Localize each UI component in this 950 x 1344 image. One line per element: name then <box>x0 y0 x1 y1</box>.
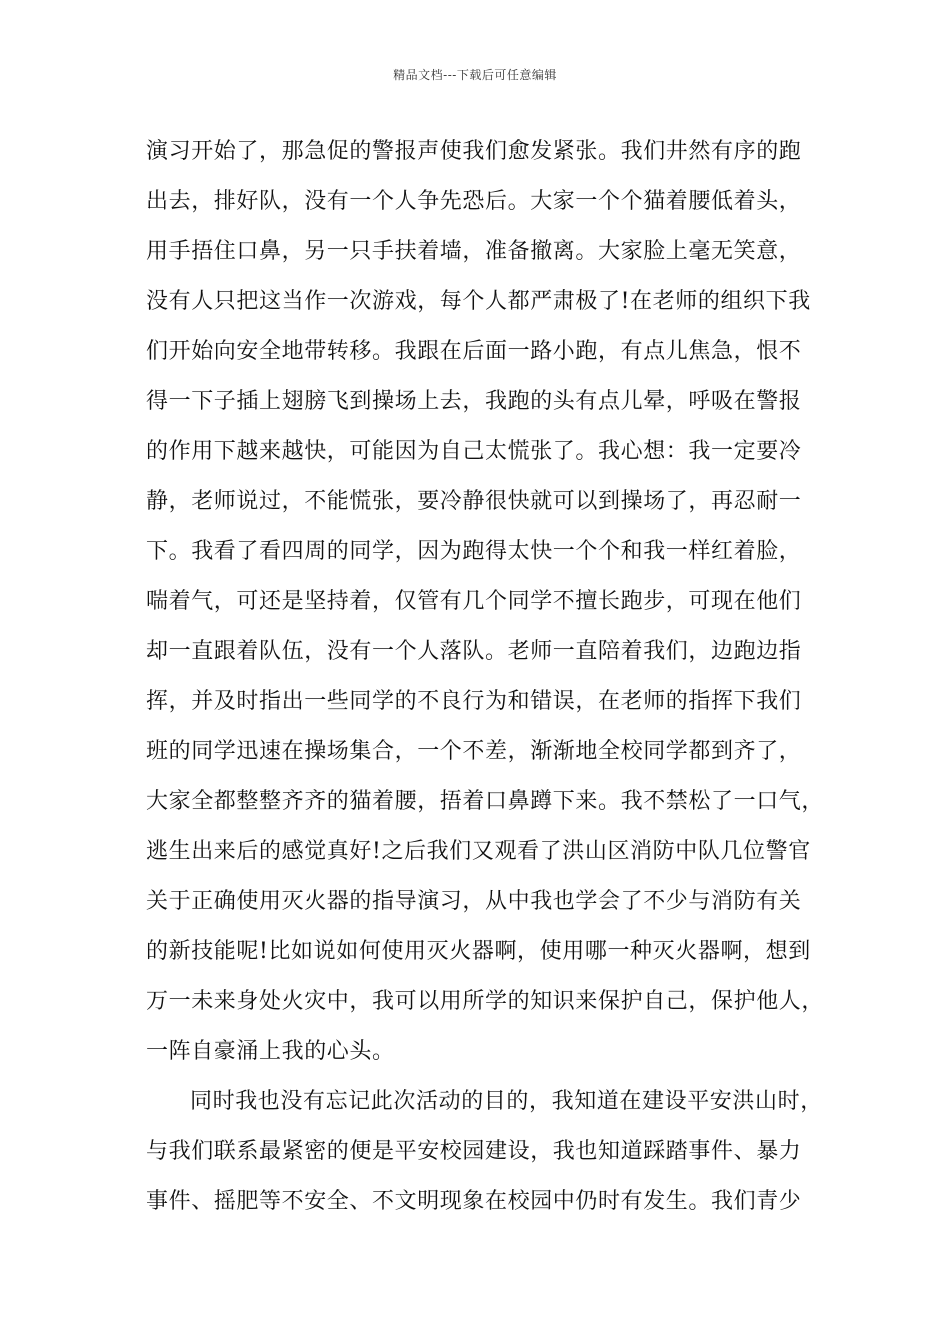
paragraph-start-line: 同时我也没有忘记此次活动的目的，我知道在建设平安洪山时， <box>190 1089 823 1114</box>
text-line: 的作用下越来越快，可能因为自己太慌张了。我心想：我一定要冷 <box>146 439 802 464</box>
text-line: 挥，并及时指出一些同学的不良行为和错误，在老师的指挥下我们 <box>146 689 802 714</box>
text-line: 大家全都整整齐齐的猫着腰，捂着口鼻蹲下来。我不禁松了一口气， <box>146 789 825 814</box>
text-line: 的新技能呢!比如说如何使用灭火器啊，使用哪一种灭火器啊，想到 <box>146 939 811 964</box>
text-line: 得一下子插上翅膀飞到操场上去，我跑的头有点儿晕，呼吸在警报 <box>146 389 802 414</box>
text-line: 一阵自豪涌上我的心头。 <box>146 1039 395 1064</box>
text-line: 逃生出来后的感觉真好!之后我们又观看了洪山区消防中队几位警官 <box>146 839 811 864</box>
page-header: 精品文档---下载后可任意编辑 <box>393 68 557 82</box>
text-line: 关于正确使用灭火器的指导演习，从中我也学会了不少与消防有关 <box>146 889 802 914</box>
text-line: 班的同学迅速在操场集合，一个不差，渐渐地全校同学都到齐了， <box>146 739 802 764</box>
text-line: 静，老师说过，不能慌张，要冷静很快就可以到操场了，再忍耐一 <box>146 489 802 514</box>
text-line: 没有人只把这当作一次游戏，每个人都严肃极了!在老师的组织下我 <box>146 289 811 314</box>
text-line: 用手捂住口鼻，另一只手扶着墙，准备撤离。大家脸上毫无笑意， <box>146 239 802 264</box>
text-line: 出去，排好队，没有一个人争先恐后。大家一个个猫着腰低着头， <box>146 189 802 214</box>
text-line: 下。我看了看四周的同学，因为跑得太快一个个和我一样红着脸， <box>146 539 802 564</box>
text-line: 演习开始了，那急促的警报声使我们愈发紧张。我们井然有序的跑 <box>146 139 802 164</box>
text-line: 们开始向安全地带转移。我跟在后面一路小跑，有点儿焦急，恨不 <box>146 339 802 364</box>
text-line: 喘着气，可还是坚持着，仅管有几个同学不擅长跑步，可现在他们 <box>146 589 802 614</box>
text-line: 万一未来身处火灾中，我可以用所学的知识来保护自己，保护他人， <box>146 989 825 1014</box>
body-text <box>146 131 825 1231</box>
text-line: 却一直跟着队伍，没有一个人落队。老师一直陪着我们，边跑边指 <box>146 639 802 664</box>
text-line: 事件、摇肥等不安全、不文明现象在校园中仍时有发生。我们青少 <box>146 1189 802 1214</box>
text-line: 与我们联系最紧密的便是平安校园建设，我也知道踩踏事件、暴力 <box>146 1139 802 1164</box>
